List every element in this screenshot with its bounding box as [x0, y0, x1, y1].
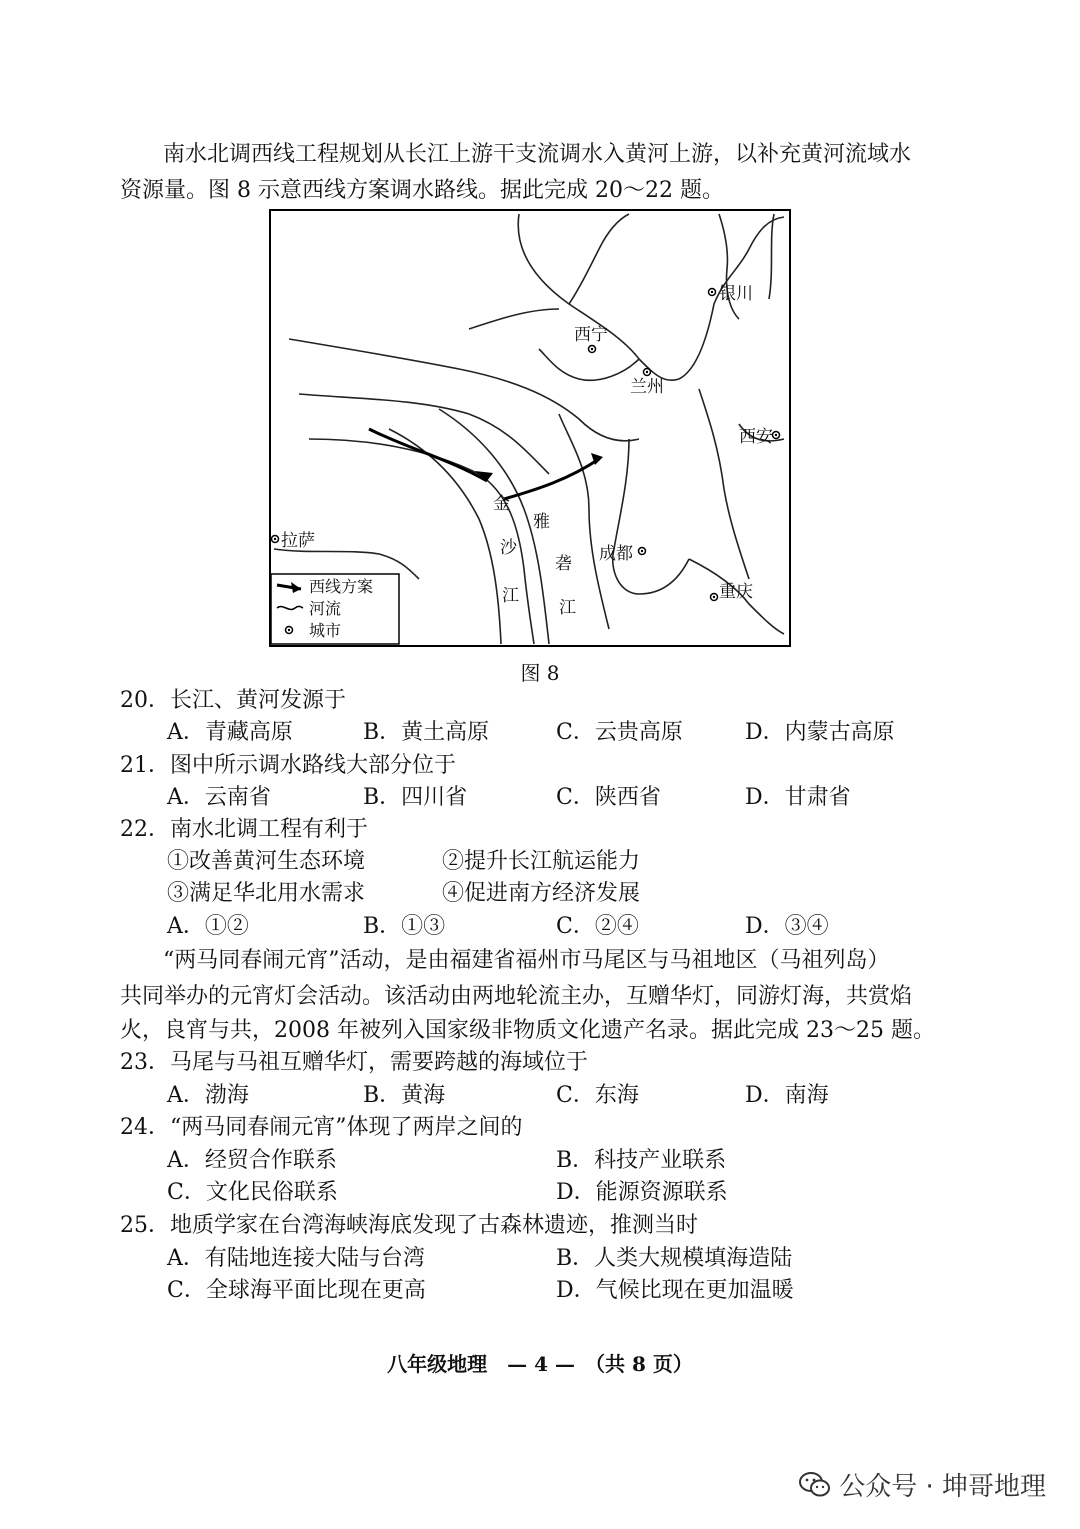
q25-option-a[interactable]: A．有陆地连接大陆与台湾 [167, 1246, 425, 1271]
q21-option-a[interactable]: A．云南省 [167, 785, 271, 810]
q21-option-c[interactable]: C．陕西省 [556, 785, 661, 810]
question-20-stem: 20．长江、黄河发源于 [120, 688, 347, 713]
map-figure-8 [269, 209, 791, 647]
q22-item-2: ②提升长江航运能力 [442, 849, 641, 874]
question-21-stem: 21．图中所示调水路线大部分位于 [120, 753, 457, 778]
intro-line-1: 南水北调西线工程规划从长江上游干支流调水入黄河上游，以补充黄河流域水 [163, 142, 912, 167]
watermark-text: 公众号 · 坤哥地理 [839, 1472, 1046, 1502]
city-label-chengdu: 成都 [599, 544, 633, 564]
q25-option-c[interactable]: C．全球海平面比现在更高 [167, 1278, 426, 1303]
q22-item-3: ③满足华北用水需求 [167, 881, 366, 906]
q23-option-a[interactable]: A．渤海 [167, 1083, 249, 1108]
river-label-jiang-2: 江 [559, 598, 576, 618]
q20-option-c[interactable]: C．云贵高原 [556, 720, 683, 745]
legend-west-route: 西线方案 [309, 577, 374, 596]
q22-option-c[interactable]: C．②④ [556, 914, 639, 939]
q20-option-b[interactable]: B．黄土高原 [363, 720, 490, 745]
q24-option-a[interactable]: A．经贸合作联系 [167, 1148, 337, 1173]
city-label-lanzhou: 兰州 [630, 377, 664, 397]
intro-line-2: 资源量。图 8 示意西线方案调水路线。据此完成 20～22 题。 [120, 178, 724, 203]
q24-option-d[interactable]: D．能源资源联系 [556, 1180, 728, 1205]
q21-option-b[interactable]: B．四川省 [363, 785, 468, 810]
watermark [799, 1466, 1046, 1503]
intro2-line-1: “两马同春闹元宵”活动，是由福建省福州市马尾区与马祖地区（马祖列岛） [163, 948, 890, 973]
figure-caption: 图 8 [520, 661, 560, 685]
q23-option-c[interactable]: C．东海 [556, 1083, 639, 1108]
q22-option-b[interactable]: B．①③ [363, 914, 446, 939]
legend-city: 城市 [309, 621, 342, 640]
q24-option-b[interactable]: B．科技产业联系 [556, 1148, 727, 1173]
city-label-yinchuan: 银川 [719, 284, 753, 304]
question-25-stem: 25．地质学家在台湾海峡海底发现了古森林遗迹，推测当时 [120, 1213, 699, 1238]
city-label-lasa: 拉萨 [281, 531, 315, 551]
river-label-sha: 沙 [500, 538, 517, 558]
city-label-chongqing: 重庆 [719, 582, 753, 602]
river-label-long: 砻 [555, 554, 572, 574]
q25-option-d[interactable]: D．气候比现在更加温暖 [556, 1278, 794, 1303]
city-label-xian: 西安 [739, 427, 773, 447]
q22-item-1: ①改善黄河生态环境 [167, 849, 366, 874]
q23-option-b[interactable]: B．黄海 [363, 1083, 446, 1108]
question-23-stem: 23．马尾与马祖互赠华灯，需要跨越的海域位于 [120, 1050, 589, 1075]
river-label-ya: 雅 [533, 512, 550, 532]
q22-option-a[interactable]: A．①② [167, 914, 249, 939]
question-22-stem: 22．南水北调工程有利于 [120, 817, 369, 842]
q22-option-d[interactable]: D．③④ [745, 914, 829, 939]
legend-river: 河流 [309, 599, 342, 618]
intro2-line-2: 共同举办的元宵灯会活动。该活动由两地轮流主办，互赠华灯，同游灯海，共赏焰 [120, 984, 913, 1009]
page-footer: 八年级地理 — 4 — （共 8 页） [387, 1352, 693, 1376]
river-label-jiang-1: 江 [502, 586, 519, 606]
question-24-stem: 24．“两马同春闹元宵”体现了两岸之间的 [120, 1115, 523, 1140]
q22-item-4: ④促进南方经济发展 [442, 881, 641, 906]
q21-option-d[interactable]: D．甘肃省 [745, 785, 851, 810]
intro2-line-3: 火，良宵与共，2008 年被列入国家级非物质文化遗产名录。据此完成 23～25 题。 [120, 1018, 935, 1043]
q24-option-c[interactable]: C．文化民俗联系 [167, 1180, 338, 1205]
city-label-xining: 西宁 [574, 325, 608, 345]
q23-option-d[interactable]: D．南海 [745, 1083, 829, 1108]
map-legend [271, 574, 399, 644]
wechat-icon [799, 1471, 831, 1499]
q25-option-b[interactable]: B．人类大规模填海造陆 [556, 1246, 793, 1271]
q20-option-d[interactable]: D．内蒙古高原 [745, 720, 895, 745]
river-label-jin: 金 [493, 494, 510, 514]
q20-option-a[interactable]: A．青藏高原 [167, 720, 293, 745]
